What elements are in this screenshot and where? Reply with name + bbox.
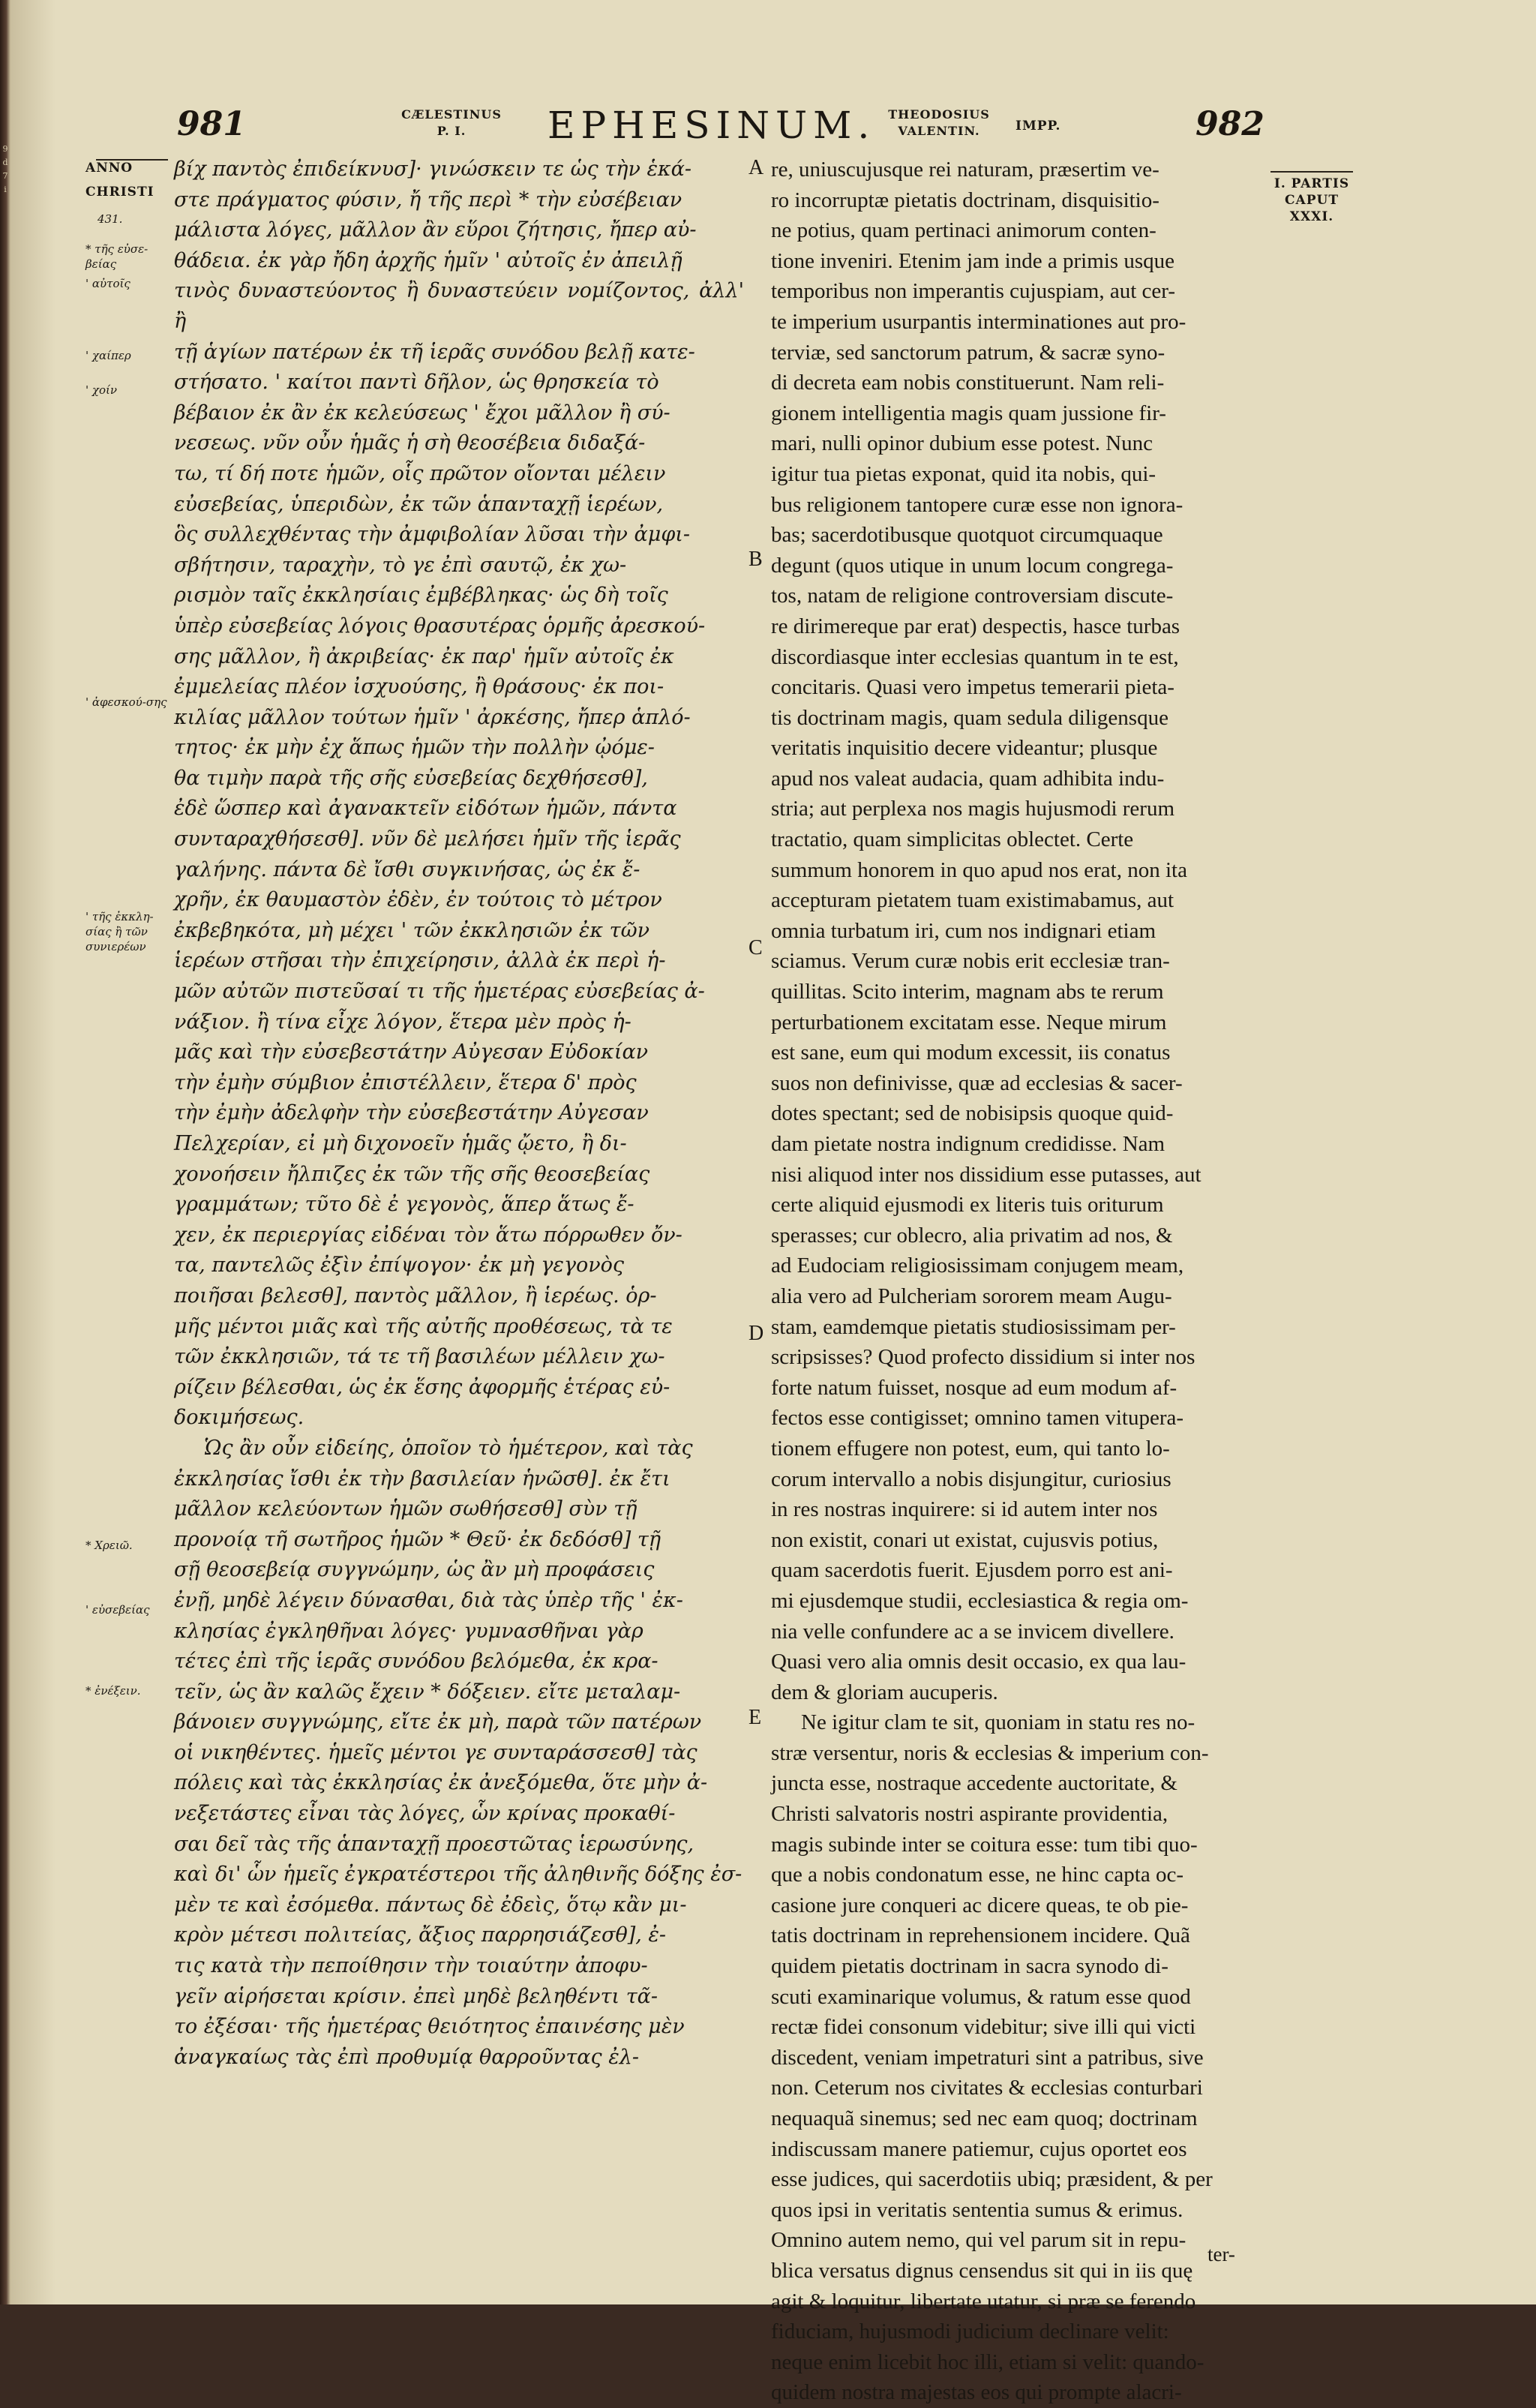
- text-line: προνοίᾳ τῆ σωτῆρος ἡμῶν * Θεῦ· ἐκ δεδόσθ] τῇ: [174, 1527, 662, 1551]
- text-line: βάνοιεν συγγνώμης, εἴτε ἐκ μὴ, παρὰ τῶν πατέρων: [174, 1710, 702, 1734]
- page-title: EPHESINUM.: [548, 104, 876, 147]
- text-line: est sane, eum qui modum excessit, iis conatus: [771, 1040, 1171, 1065]
- text-line: μῆς μέντοι μιᾶς καὶ τῆς αὐτῆς προθέσεως, τὰ τε: [174, 1314, 673, 1338]
- text-line: ro incorruptæ pietatis doctrinam, disquisitio-: [771, 188, 1160, 212]
- text-line: apud nos valeat audacia, quam adhibita indu-: [771, 766, 1165, 791]
- running-head-right-line2: VALENTIN.: [898, 124, 980, 138]
- text-line: tos, natam de religione controversiam discute-: [771, 584, 1174, 608]
- running-head-impp: IMPP.: [1016, 119, 1061, 134]
- text-line: sciamus. Verum curæ nobis erit ecclesiæ tran-: [771, 949, 1170, 974]
- text-line: scuti examinarique volumus, & ratum esse quod: [771, 1984, 1191, 2009]
- text-line: γεῖν αἱρήσεται κρίσιν. ἐπεὶ μηδὲ βεληθέντι τᾶ-: [174, 1984, 658, 2008]
- margin-note: * τῆς εὐσε-βείας: [86, 242, 148, 271]
- text-line: in res nostras inquirere: si id autem inter nos: [771, 1497, 1158, 1522]
- text-line: κρὸν μέτεσι πολιτείας, ἄξιος παρρησιάζεσθ], ἐ-: [174, 1923, 667, 1947]
- text-line: stria; aut perplexa nos magis hujusmodi rerum: [771, 797, 1175, 821]
- text-line: τα, παντελῶς ἐξὶν ἐπίψογον· ἐκ μὴ γεγονὸς: [174, 1254, 625, 1278]
- text-line: ἐδὲ ὥσπερ καὶ ἀγανακτεῖν εἰδότων ἡμῶν, πάντα: [174, 797, 677, 821]
- text-line: neque enim licebit hoc illi, etiam si velit: quando-: [771, 2349, 1204, 2374]
- text-line: ἐκκλησίας ἴσθι ἐκ τὴν βασιλείαν ἡνῶσθ]. ἐκ ἔτι: [174, 1467, 670, 1491]
- text-line: veritatis inquisitio decere videantur; plusque: [771, 736, 1158, 761]
- text-line: Christi salvatoris nostri aspirante providentia,: [771, 1802, 1168, 1827]
- text-line: certe aliquid ejusmodi ex literis tuis oriturum: [771, 1193, 1164, 1218]
- text-line: non existit, conari ut existat, cujusvis potius,: [771, 1527, 1159, 1552]
- margin-chapter-line3: XXXI.: [1289, 209, 1334, 224]
- text-line: δοκιμήσεως.: [174, 1406, 304, 1430]
- text-line: οἱ νικηθέντες. ἡμεῖς μέντοι γε συνταράσσεσθ] τὰς: [174, 1740, 698, 1764]
- text-line: casione jure conqueri ac dicere queas, te ob pie-: [771, 1893, 1189, 1917]
- text-line: καὶ δι' ὧν ἡμεῖς ἐγκρατέστεροι τῆς ἀληθινῆς δόξης ἐσ-: [174, 1863, 742, 1887]
- text-line: τὴν ἐμὴν ἀδελφὴν τὴν εὐσεβεστάτην Αὐγεσαν: [174, 1101, 649, 1125]
- text-line: rectæ fidei consonum videbitur; sive illi qui victi: [771, 2015, 1196, 2040]
- text-line: fiduciam, hujusmodi judicium declinare velit:: [771, 2319, 1169, 2344]
- text-line: stræ versentur, noris & ecclesias & imperium con-: [771, 1740, 1209, 1765]
- text-line: esse judices, qui sacerdotiis ubiq; præsident, & per: [771, 2167, 1213, 2192]
- text-line: stam, eamdemque pietatis studiosissimam per-: [771, 1314, 1176, 1339]
- margin-note: ' χαίπερ: [86, 349, 131, 362]
- margin-note: ' εὐσεβείας: [86, 1603, 150, 1617]
- text-line: concitaris. Quasi vero impetus temerarii pieta-: [771, 675, 1174, 700]
- text-line: re, uniuscujusque rei naturam, præsertim ve-: [771, 158, 1160, 182]
- text-line: βίχ παντὸς ἐπιδείκνυσ]· γινώσκειν τε ὡς τὴν ἑκά-: [174, 158, 692, 181]
- text-line: gionem intelligentia magis quam jussione fir-: [771, 401, 1166, 425]
- text-line: dem & gloriam aucuperis.: [771, 1680, 998, 1704]
- margin-note: ' χοίν: [86, 383, 118, 397]
- text-line: quidem nostra majestas eos qui prompte alacri-: [771, 2380, 1182, 2405]
- margin-note: ' αὐτοῖς: [86, 277, 130, 290]
- text-line: χεν, ἐκ περιεργίας εἰδέναι τὸν ἅτω πόρρωθεν ὄν-: [174, 1223, 682, 1247]
- text-line: accepturam pietatem tuam existimabamus, aut: [771, 888, 1174, 913]
- text-line: εὐσεβείας, ὑπεριδὼν, ἐκ τῶν ἁπανταχῇ ἱερέων,: [174, 492, 664, 516]
- text-line: summum honorem in quo apud nos erat, non ita: [771, 857, 1187, 882]
- text-line: θάδεια. ἐκ γὰρ ἤδη ἀρχῆς ἡμῖν ' αὐτοῖς ἐν ἀπειλῇ: [174, 248, 682, 272]
- text-line: Omnino autem nemo, qui vel parum sit in repu-: [771, 2228, 1186, 2253]
- text-line: ποιῆσαι βελεσθ], παντὸς μᾶλλον, ἢ ἱερέως. ὁρ-: [174, 1284, 657, 1308]
- margin-chapter-line1: I. PARTIS: [1274, 176, 1350, 191]
- text-line: νεσεως. νῦν οὖν ἡμᾶς ἡ σὴ θεοσέβεια διδαξά-: [174, 431, 646, 455]
- text-line: tractatio, quam simplicitas oblectet. Certe: [771, 827, 1134, 852]
- text-line: σβήτησιν, ταραχὴν, τὸ γε ἐπὶ σαυτῷ, ἐκ χω-: [174, 553, 627, 577]
- text-line: tatis doctrinam in reprehensionem incidere. Quã: [771, 1923, 1190, 1948]
- text-line: τις κατὰ τὴν πεποίθησιν τὴν τοιαύτην ἀποφυ-: [174, 1954, 648, 1978]
- catchword: ter-: [1208, 2243, 1235, 2265]
- text-line: τέτες ἐπὶ τῆς ἱερᾶς συνόδου βελόμεθα, ἐκ κρα-: [174, 1650, 658, 1674]
- text-line: σαι δεῖ τὰς τῆς ἁπανταχῇ προεστῶτας ἱερωσύνης,: [174, 1832, 694, 1856]
- text-line: τῇ ἁγίων πατέρων ἐκ τῆ ἱερᾶς συνόδου βελῇ κατε-: [174, 340, 695, 364]
- text-line: κλησίας ἐγκληθῆναι λόγες· γυμνασθῆναι γὰρ: [174, 1619, 644, 1643]
- text-line: tionem effugere non potest, eum, qui tanto lo-: [771, 1436, 1170, 1461]
- text-line: nia velle confundere ac a se invicem divellere.: [771, 1619, 1174, 1644]
- text-line: discordiasque inter ecclesias quantum in te est,: [771, 644, 1179, 669]
- text-line: perturbationem excitatam esse. Neque mirum: [771, 1010, 1167, 1034]
- text-line: μᾶλλον κελεύοντων ἡμῶν σωθήσεσθ] σὺν τῇ: [174, 1497, 638, 1521]
- margin-note: * ἐνέξειν.: [86, 1684, 141, 1698]
- section-letter: B: [748, 548, 763, 571]
- text-line: μάλιστα λόγες, μᾶλλον ἂν εὕροι ζήτησις, ἤπερ αὐ-: [174, 218, 697, 242]
- text-line: θα τιμὴν παρὰ τῆς σῆς εὐσεβείας δεχθήσεσθ],: [174, 766, 648, 790]
- text-line: scripsisses? Quod profecto dissidium si inter nos: [771, 1345, 1196, 1370]
- margin-christi: CHRISTI: [86, 185, 154, 200]
- text-line: igitur tua pietas exponat, quid ita nobis, qui-: [771, 461, 1156, 486]
- running-head-left-line1: CÆLESTINUS: [401, 107, 502, 122]
- running-head-right-line1: THEODOSIUS: [888, 107, 990, 122]
- text-line: τω, τί δή ποτε ἡμῶν, οἷς πρῶτον οἴονται μέλειν: [174, 461, 666, 485]
- text-line: ἐμμελείας πλέον ἰσχυούσης, ἢ θράσους· ἐκ ποι-: [174, 675, 664, 699]
- text-line: χονοήσειν ἤλπιζες ἐκ τῶν τῆς σῆς θεοσεβείας: [174, 1162, 650, 1186]
- text-line: discedent, veniam impetraturi sint a patribus, sive: [771, 2045, 1204, 2070]
- text-line: σῇ θεοσεβείᾳ συγγνώμην, ὡς ἂν μὴ προφάσεις: [174, 1558, 655, 1582]
- running-head-left: [376, 107, 526, 140]
- margin-note: ' τῆς ἐκκλη-σίας ἢ τῶν συνιερέων: [86, 910, 154, 953]
- text-line: ρίζειν βέλεσθαι, ὡς ἐκ ἕσης ἀφορμῆς ἑτέρας εὐ-: [174, 1375, 670, 1399]
- text-line: ne potius, quam pertinaci animorum conten-: [771, 218, 1156, 243]
- spine-marks: 9 d 7 i: [2, 144, 8, 194]
- latin-text-column: [771, 155, 1258, 2408]
- text-line: ἱερέων στῆσαι τὴν ἐπιχείρησιν, ἀλλὰ ἐκ περὶ ἡ-: [174, 949, 666, 973]
- text-line: ἀναγκαίως τὰς ἐπὶ προθυμίᾳ θαρροῦντας ἐλ-: [174, 2045, 639, 2069]
- text-line: que a nobis condonatum esse, ne hinc capta oc-: [771, 1863, 1184, 1887]
- text-line: bas; sacerdotibusque quotquot circumquaque: [771, 523, 1163, 548]
- text-line: ad Eudociam religiosissimam conjugem meam,: [771, 1254, 1184, 1278]
- text-line: dotes spectant; sed de nobisipsis quoque quid-: [771, 1101, 1174, 1126]
- text-line: suos non definivisse, quæ ad ecclesias & sacer-: [771, 1070, 1183, 1095]
- text-line: τῶν ἐκκλησιῶν, τά τε τῆ βασιλέων μέλλειν χω-: [174, 1345, 665, 1369]
- text-line: το ἐξέσαι· τῆς ἡμετέρας θειότητος ἐπαινέσης μὲν: [174, 2015, 685, 2039]
- text-line: ρισμὸν ταῖς ἐκκλησίαις ἐμβέβληκας· ὡς δὴ τοῖς: [174, 584, 668, 608]
- page-number-right: 982: [1196, 105, 1264, 143]
- text-line: corum intervallo a nobis disjungitur, curiosius: [771, 1467, 1172, 1491]
- section-letter: A: [748, 156, 764, 179]
- text-line: ὑπὲρ εὐσεβείας λόγοις θρασυτέρας ὁρμῆς ἀρεσκού-: [174, 614, 706, 638]
- text-line: non. Ceterum nos civitates & ecclesias conturbari: [771, 2076, 1203, 2100]
- text-line: alia vero ad Pulcheriam sororem meam Augu-: [771, 1284, 1172, 1308]
- text-line: sperasses; cur oblecro, alia privatim ad nos, &: [771, 1223, 1173, 1248]
- book-page: [10, 0, 1536, 2405]
- margin-note: ' ἀφεσκού-σης: [86, 695, 167, 709]
- text-line: σης μᾶλλον, ἢ ἀκριβείας· ἐκ παρ' ἡμῖν αὐτοῖς ἐκ: [174, 644, 674, 668]
- section-letter: C: [748, 936, 763, 959]
- section-letter: E: [748, 1706, 762, 1729]
- text-line: tione inveniri. Etenim jam inde a primis usque: [771, 248, 1175, 273]
- text-line: quidem pietatis doctrinam in sacra synodo di-: [771, 1954, 1168, 1979]
- text-line: ἐνῇ, μηδὲ λέγειν δύνασθαι, διὰ τὰς ὑπὲρ τῆς ' ἐκ-: [174, 1588, 683, 1612]
- text-line: agit & loquitur, libertate utatur, si præ se ferendo: [771, 2289, 1196, 2313]
- text-line: γραμμάτων; τῦτο δὲ ἐ γεγονὸς, ἅπερ ἅτως ἔ-: [174, 1193, 634, 1217]
- text-line: μὲν τε καὶ ἐσόμεθα. πάντως δὲ ἐδεὶς, ὅτῳ κἂν μι-: [174, 1893, 687, 1917]
- margin-anno: ANNO: [86, 161, 134, 176]
- text-line: νάξιον. ἢ τίνα εἶχε λόγον, ἕτερα μὲν πρὸς ἡ-: [174, 1010, 632, 1034]
- text-line: τινὸς δυναστεύοντος ἢ δυναστεύειν νομίζοντος, ἀλλ' ἢ: [174, 279, 744, 333]
- text-line: Ne igitur clam te sit, quoniam in statu res no-: [801, 1710, 1196, 1735]
- text-line: nequaquã sinemus; sed nec eam quoq; doctrinam: [771, 2106, 1198, 2130]
- text-line: τητος· ἐκ μὴν ἐχ ἅπως ἡμῶν τὴν πολλὴν ᾠόμε-: [174, 736, 655, 760]
- text-line: Quasi vero alia omnis desit occasio, ex qua lau-: [771, 1650, 1186, 1674]
- running-head-right: [873, 107, 1005, 140]
- text-line: quos ipsi in veritatis sententia sumus & erimus.: [771, 2197, 1184, 2222]
- text-line: quillitas. Scito interim, magnam abs te rerum: [771, 980, 1164, 1004]
- text-line: temporibus non imperantis cujuspiam, aut cer-: [771, 279, 1176, 304]
- text-line: terviæ, sed sanctorum patrum, & sacræ syno-: [771, 340, 1166, 365]
- greek-text-column: [174, 155, 744, 2073]
- text-line: juncta esse, nostraque accedente auctoritate, &: [771, 1771, 1178, 1796]
- text-line: quam sacerdotis fuerit. Ejusdem porro est ani-: [771, 1558, 1173, 1583]
- page-number-left: 981: [177, 105, 246, 143]
- text-line: indiscussam manere patiemur, cujus oportet eos: [771, 2136, 1187, 2161]
- text-line: mi ejusdemque studii, ecclesiastica & regia om-: [771, 1588, 1189, 1613]
- text-line: γαλήνης. πάντα δὲ ἴσθι συγκινήσας, ὡς ἐκ ἔ-: [174, 857, 640, 881]
- text-line: te imperium usurpantis interminationes aut pro-: [771, 309, 1186, 334]
- text-line: blica versatus dignus censendus sit qui in iis quę: [771, 2258, 1193, 2283]
- text-line: magis subinde inter se coitura esse: tum tibi quo-: [771, 1832, 1198, 1857]
- text-line: στήσατο. ' καίτοι παντὶ δῆλον, ὡς θρησκεία τὸ: [174, 371, 659, 395]
- text-line: degunt (quos utique in unum locum congrega-: [771, 553, 1174, 578]
- text-line: ὃς συλλεχθέντας τὴν ἀμφιβολίαν λῦσαι τὴν ἀμφι-: [174, 523, 690, 547]
- margin-year: 431.: [98, 212, 123, 226]
- text-line: Πελχερίαν, εἰ μὴ διχονοεῖν ἡμᾶς ᾤετο, ἢ δι-: [174, 1132, 627, 1155]
- text-line: re dirimereque par erat) despectis, hasce turbas: [771, 614, 1180, 638]
- text-line: τεῖν, ὡς ἂν καλῶς ἔχειν * δόξειεν. εἴτε μεταλαμ-: [174, 1680, 681, 1704]
- text-line: τὴν ἐμὴν σύμβιον ἐπιστέλλειν, ἕτερα δ' πρὸς: [174, 1070, 637, 1094]
- text-line: dam pietate nostra indignum credidisse. Nam: [771, 1132, 1166, 1156]
- text-line: tis doctrinam magis, quam sedula diligensque: [771, 705, 1168, 730]
- text-line: ἐκβεβηκότα, μὴ μέχει ' τῶν ἐκκλησιῶν ἐκ τῶν: [174, 918, 650, 942]
- margin-chapter-line2: CAPUT: [1285, 193, 1339, 208]
- text-line: κιλίας μᾶλλον τούτων ἡμῖν ' ἀρκέσης, ἤπερ ἁπλό-: [174, 705, 691, 729]
- text-line: forte natum fuisset, nosque ad eum modum af-: [771, 1375, 1178, 1400]
- text-line: Ὡς ἂν οὖν εἰδείης, ὁποῖον τὸ ἡμέτερον, καὶ τὰς: [204, 1436, 693, 1460]
- margin-note: * Χρειῶ.: [86, 1539, 133, 1552]
- text-line: βέβαιον ἐκ ἂν ἐκ κελεύσεως ' ἔχοι μᾶλλον ἢ σύ-: [174, 401, 670, 425]
- text-line: μᾶς καὶ τὴν εὐσεβεστάτην Αὐγεσαν Εὐδοκίαν: [174, 1040, 649, 1064]
- text-line: μῶν αὐτῶν πιστεῦσαί τι τῆς ἡμετέρας εὐσεβείας ἀ-: [174, 980, 705, 1004]
- text-line: di decreta eam nobis constituerunt. Nam reli-: [771, 371, 1165, 395]
- text-line: πόλεις καὶ τὰς ἐκκλησίας ἐκ ἀνεξόμεθα, ὅτε μὴν ἀ-: [174, 1771, 708, 1795]
- text-line: omnia turbatum iri, cum nos indignari etiam: [771, 918, 1156, 943]
- text-line: συνταραχθήσεσθ]. νῦν δὲ μελήσει ἡμῖν τῆς ἱερᾶς: [174, 827, 681, 851]
- book-spine: [0, 0, 10, 2304]
- text-line: nisi aliquod inter nos dissidium esse putasses, aut: [771, 1162, 1202, 1187]
- section-letter: D: [748, 1322, 764, 1345]
- text-line: bus religionem tantopere curæ esse non ignora-: [771, 492, 1184, 517]
- margin-chapter: [1270, 171, 1353, 225]
- text-line: νεξετάστες εἶναι τὰς λόγες, ὧν κρίνας προκαθί-: [174, 1802, 676, 1826]
- text-line: στε πράγματος φύσιν, ἤ τῆς περὶ * τὴν εὐσέβειαν: [174, 188, 682, 212]
- running-head-left-line2: P. I.: [436, 124, 466, 138]
- text-line: fectos esse contigisset; omnino tamen vitupera-: [771, 1406, 1184, 1431]
- text-line: χρῆν, ἐκ θαυμαστὸν ἐδὲν, ἐν τούτοις τὸ μέτρον: [174, 888, 662, 912]
- text-line: mari, nulli opinor dubium esse potest. Nunc: [771, 431, 1154, 456]
